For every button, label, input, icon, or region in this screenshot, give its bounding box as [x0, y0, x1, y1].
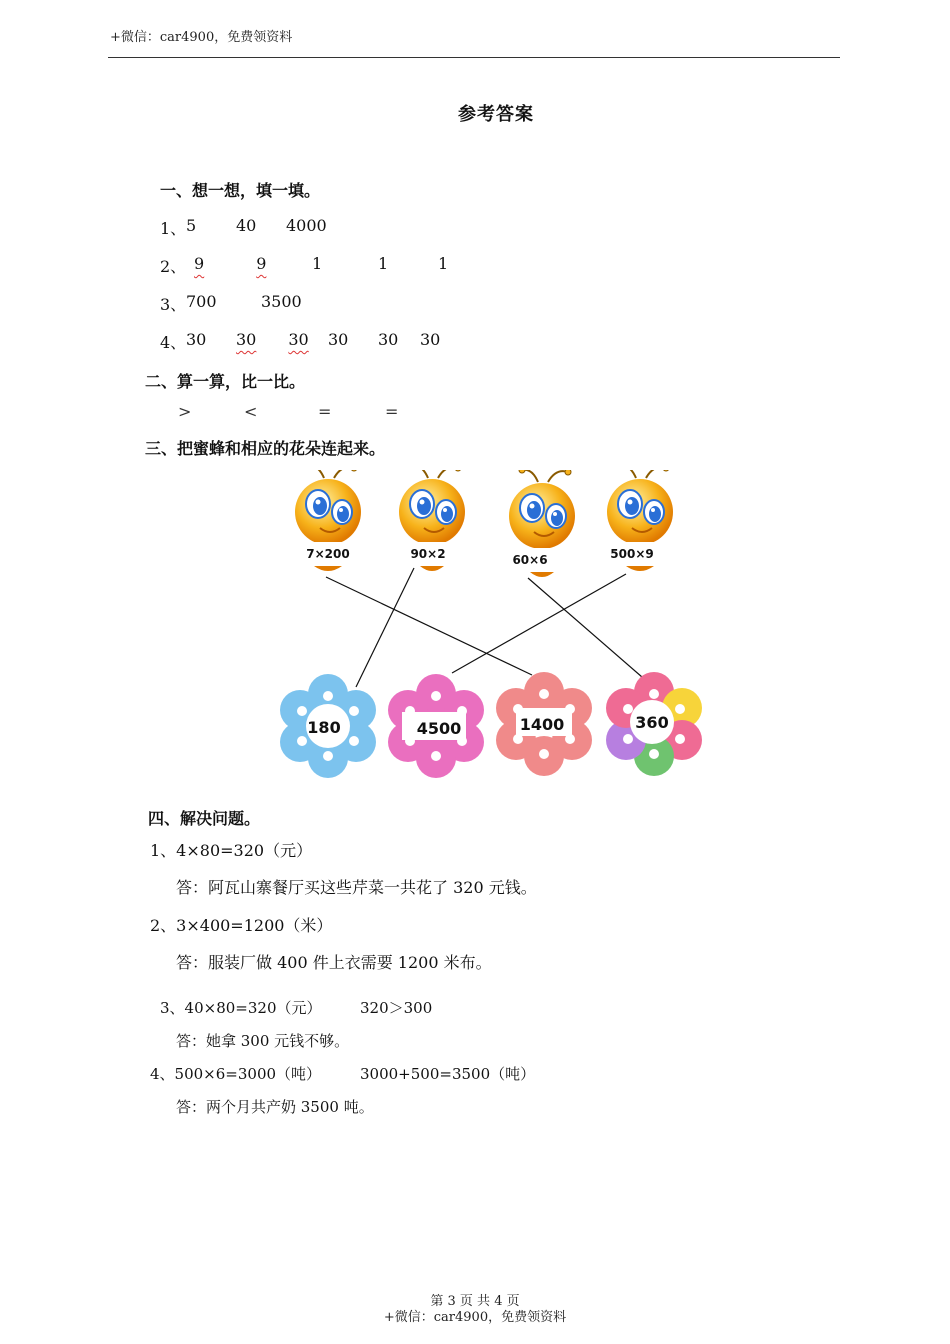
bee-2 [399, 470, 465, 571]
bee-label-3: 60×6 [512, 553, 548, 567]
s1-row4-val2: 30 [236, 330, 257, 349]
s4-problem3-answer: 答：她拿 300 元钱不够。 [176, 1032, 350, 1050]
s1-row4-val4: 30 [328, 330, 349, 349]
s4-problem3-comparison: 320＞300 [360, 999, 433, 1017]
s2-symbol1: > [178, 402, 192, 421]
bee-flower-matching [270, 470, 720, 780]
section4-heading: 四、解决问题。 [148, 809, 261, 828]
footer-watermark: +微信：car4900，免费领资料 [383, 1310, 567, 1325]
s1-row2-val1: 9 [194, 254, 205, 273]
s1-row1-val1: 5 [186, 216, 197, 235]
s1-row3-val1: 700 [186, 292, 217, 311]
page-number: 第 3 页 共 4 页 [430, 1294, 520, 1309]
flower-4 [606, 672, 702, 776]
flower-label-3: 1400 [519, 715, 565, 734]
link-line-4 [452, 574, 626, 673]
bee-3 [509, 470, 575, 577]
section2-heading: 二、算一算，比一比。 [145, 372, 306, 391]
section3-heading: 三、把蜜蜂和相应的花朵连起来。 [145, 439, 386, 458]
s4-problem1-answer: 答：阿瓦山寨餐厅买这些芹菜一共花了 320 元钱。 [176, 878, 537, 897]
s4-problem2-answer: 答：服装厂做 400 件上衣需要 1200 米布。 [176, 953, 492, 972]
bee-label-1: 7×200 [306, 547, 350, 561]
s1-row4-val3: 30 [288, 330, 309, 349]
s4-problem4-equation2: 3000+500=3500（吨） [360, 1065, 536, 1083]
s1-row4-val1: 30 [186, 330, 207, 349]
s1-row1-num: 1、 [160, 219, 187, 238]
s1-row3-val2: 3500 [261, 292, 302, 311]
header-divider [108, 57, 840, 58]
bee-label-4: 500×9 [610, 547, 654, 561]
header-watermark: +微信：car4900，免费领资料 [110, 30, 293, 45]
bee-4 [607, 470, 673, 571]
s1-row3-num: 3、 [160, 295, 187, 314]
s1-row4-val6: 30 [420, 330, 441, 349]
s1-row1-val3: 4000 [286, 216, 327, 235]
s1-row2-val5: 1 [438, 254, 449, 273]
s1-row2-num: 2、 [160, 257, 187, 276]
section1-heading: 一、想一想，填一填。 [160, 181, 321, 200]
s2-symbol3: = [318, 402, 332, 421]
link-line-1 [326, 577, 532, 675]
flower-1 [280, 674, 376, 778]
bee-1 [295, 470, 361, 571]
s4-problem4-answer: 答：两个月共产奶 3500 吨。 [176, 1098, 374, 1116]
page-title: 参考答案 [458, 104, 534, 125]
s2-symbol4: = [385, 402, 399, 421]
link-line-3 [528, 578, 642, 677]
link-line-2 [356, 568, 414, 687]
s1-row1-val2: 40 [236, 216, 257, 235]
s1-row4-num: 4、 [160, 333, 187, 352]
s2-symbol2: < [244, 402, 258, 421]
s1-row4-val5: 30 [378, 330, 399, 349]
flower-label-2: 4500 [416, 719, 462, 738]
s4-problem4-equation: 4、500×6=3000（吨） [150, 1065, 322, 1083]
flower-3 [496, 672, 592, 776]
s1-row2-wavy-group [194, 254, 314, 273]
flower-label-1: 180 [307, 718, 341, 737]
s1-row4-wavy-group [203, 330, 307, 349]
bee-label-2: 90×2 [410, 547, 446, 561]
flower-2 [388, 674, 484, 778]
s4-problem3-equation: 3、40×80=320（元） [160, 999, 322, 1017]
s1-row2-val3: 1 [312, 254, 323, 273]
s1-row2-val4: 1 [378, 254, 389, 273]
s4-problem1-equation: 1、4×80=320（元） [150, 841, 313, 860]
s1-row2-val2: 9 [256, 254, 267, 273]
flower-label-4: 360 [635, 713, 669, 732]
s4-problem2-equation: 2、3×400=1200（米） [150, 916, 333, 935]
